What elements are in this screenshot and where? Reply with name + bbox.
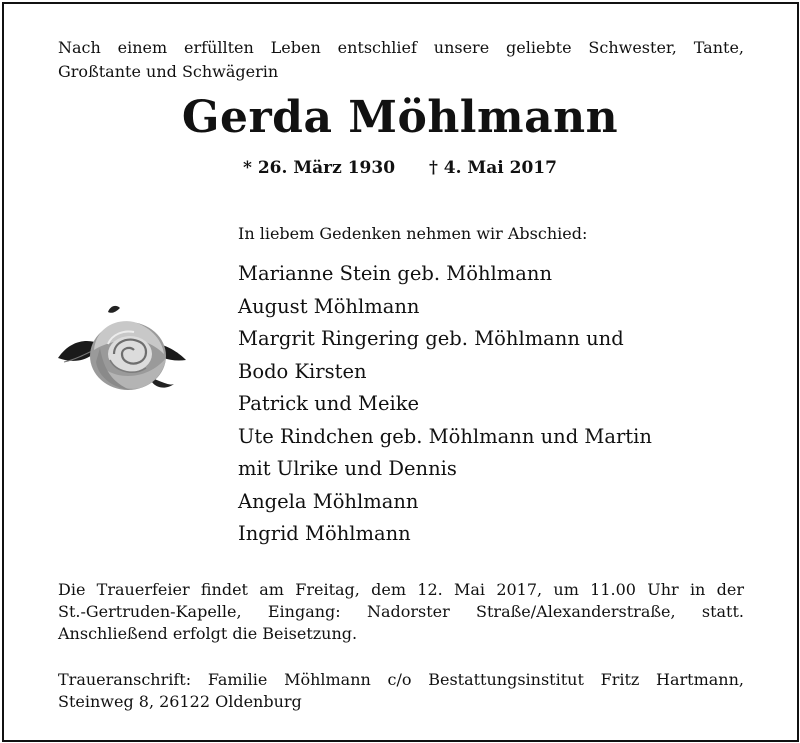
address-line-1: Traueranschrift: Familie Möhlmann c/o Bestattungsinstitut Fritz Hartmann,	[58, 670, 744, 689]
mourner-line: Bodo Kirsten	[238, 359, 367, 383]
mourners-list	[238, 258, 652, 551]
life-dates	[0, 158, 800, 178]
mourner-line: Marianne Stein geb. Möhlmann	[238, 262, 552, 285]
intro-line-1: Nach einem erfüllten Leben entschlief unsere geliebte Schwester, Tante,	[58, 38, 744, 57]
death-date: † 4. Mai 2017	[428, 158, 557, 178]
mourner-line: Angela Möhlmann	[238, 489, 419, 513]
rose-icon	[50, 300, 190, 410]
mourner-line: Patrick und Meike	[238, 392, 420, 415]
address-line-2: Steinweg 8, 26122 Oldenburg	[58, 692, 302, 711]
mourner-line: Ingrid Möhlmann	[238, 522, 411, 545]
mourning-address	[58, 669, 744, 713]
mourner-line: Margrit Ringering geb. Möhlmann und	[238, 327, 624, 350]
deceased-name: Gerda Möhlmann	[181, 92, 619, 143]
mourner-line: Ute Rindchen geb. Möhlmann und Martin	[238, 424, 652, 448]
birth-date: * 26. März 1930	[243, 158, 396, 178]
funeral-notice	[58, 579, 744, 645]
mourner-line: August Möhlmann	[238, 294, 420, 318]
intro-text	[58, 36, 744, 84]
mourner-line: mit Ulrike und Dennis	[238, 457, 457, 480]
funeral-line-1: Die Trauerfeier findet am Freitag, dem 12. Mai 2017, um 11.00 Uhr in der	[58, 580, 744, 599]
farewell-text: In liebem Gedenken nehmen wir Abschied:	[238, 224, 588, 243]
intro-line-2: Großtante und Schwägerin	[58, 62, 279, 81]
funeral-line-2: St.-Gertruden-Kapelle, Eingang: Nadorster Straße/Alexanderstraße, statt.	[58, 602, 744, 621]
funeral-line-3: Anschließend erfolgt die Beisetzung.	[58, 624, 358, 643]
